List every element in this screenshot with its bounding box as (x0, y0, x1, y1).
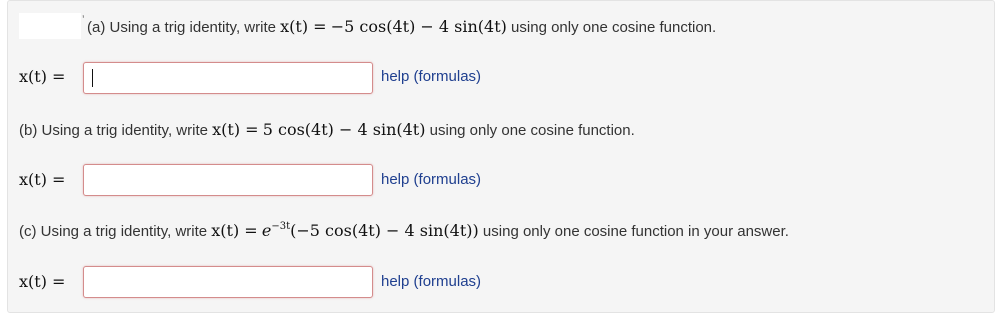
question-b (19, 120, 635, 141)
question-a-label: (a) Using a trig identity, write (87, 19, 276, 36)
help-formulas-link-c[interactable]: help (formulas) (381, 273, 482, 290)
question-b-suffix: using only one cosine function. (429, 122, 635, 139)
help-formulas-link-a[interactable]: help (formulas) (381, 68, 482, 85)
answer-b-input[interactable] (83, 164, 373, 196)
question-c-exp-base: $e^{-3t}$ (261, 221, 291, 240)
answer-b-label: x(t) = (19, 170, 66, 189)
question-c-lhs: x(t) = (211, 221, 258, 240)
question-a-suffix: using only one cosine function. (511, 19, 717, 36)
question-c-suffix: using only one cosine function in your answer. (482, 223, 789, 240)
answer-c-input[interactable] (83, 266, 373, 298)
question-b-label: (b) Using a trig identity, write (19, 122, 208, 139)
question-c-expression: (−5 cos(4t) − 4 sin(4t)) (290, 221, 479, 240)
question-a-lhs: x(t) = (280, 17, 327, 36)
redacted-area (19, 13, 81, 39)
question-b-lhs: x(t) = (212, 120, 259, 139)
help-formulas-link-b[interactable]: help (formulas) (381, 171, 482, 188)
question-a (87, 17, 716, 38)
answer-a-input[interactable] (83, 62, 373, 94)
answer-c-label: x(t) = (19, 272, 66, 291)
question-c (19, 221, 789, 242)
question-c-label: (c) Using a trig identity, write (19, 223, 208, 240)
question-b-expression: 5 cos(4t) − 4 sin(4t) (262, 120, 426, 139)
text-cursor (92, 69, 93, 87)
question-a-expression: −5 cos(4t) − 4 sin(4t) (330, 17, 507, 36)
tick-mark: ʼ (82, 13, 85, 27)
question-c-exponent: −3t (271, 221, 291, 232)
answer-a-label: x(t) = (19, 67, 66, 86)
